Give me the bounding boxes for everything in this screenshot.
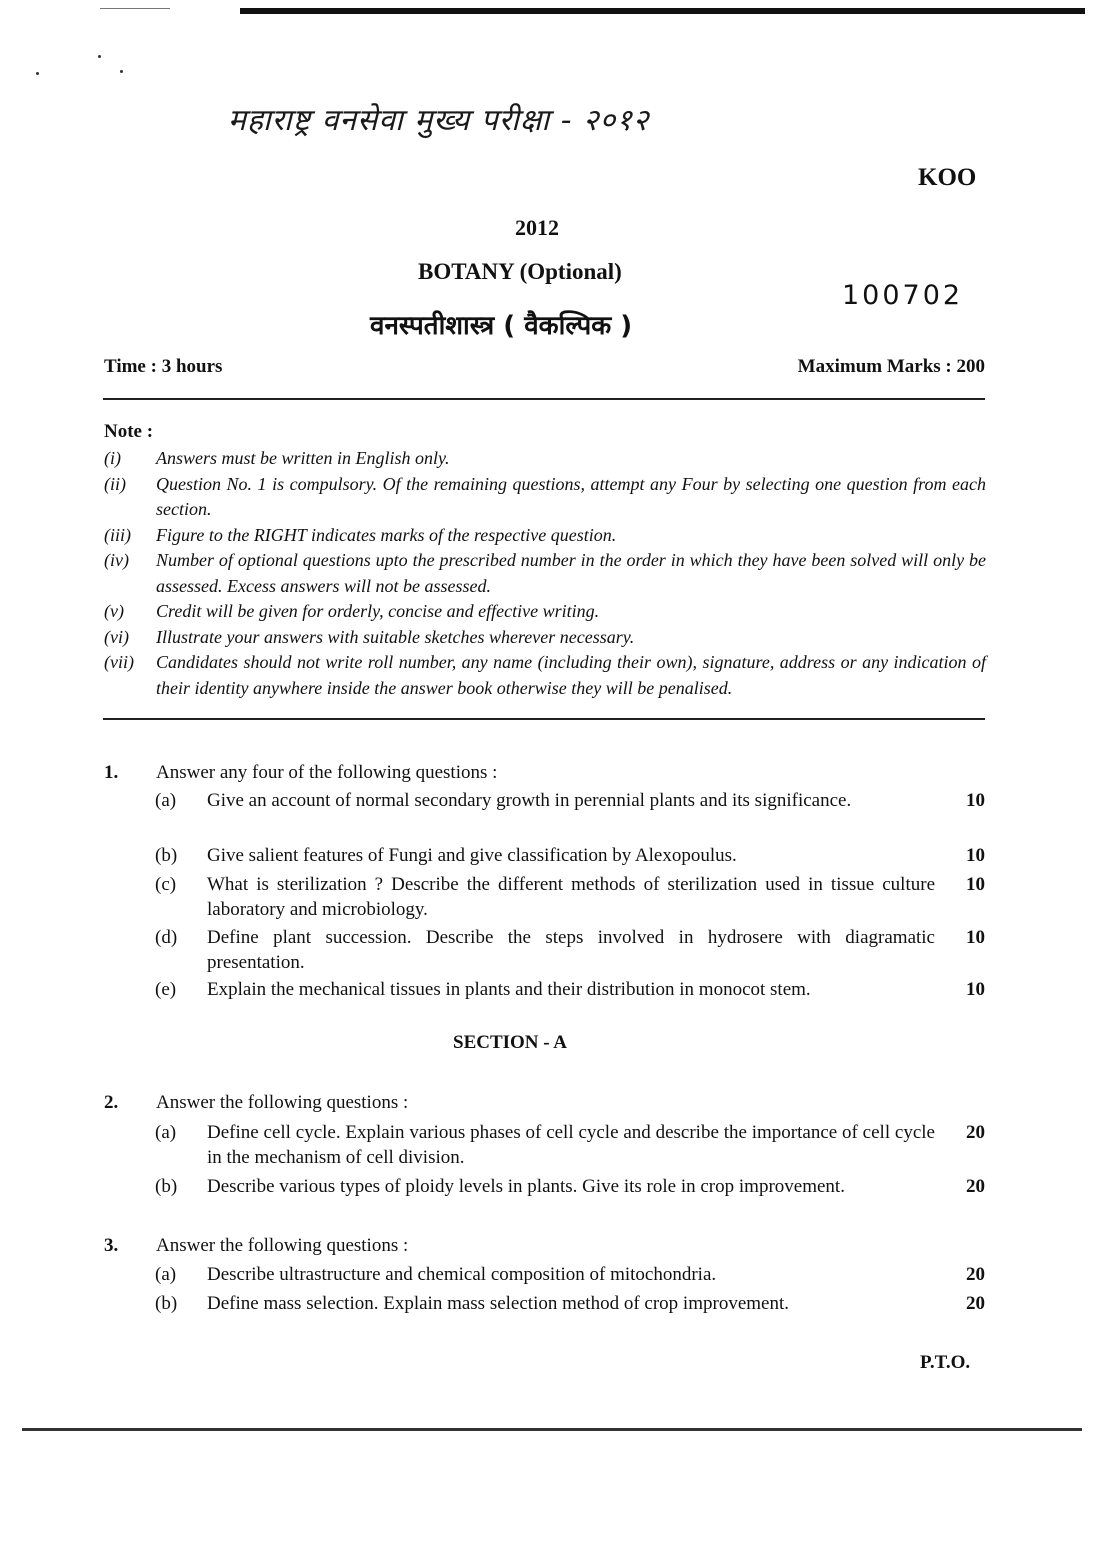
question-3b — [155, 1291, 985, 1316]
sub-question-label: (b) — [155, 845, 178, 866]
exam-year: 2012 — [515, 215, 559, 240]
sub-question-marks: 10 — [966, 790, 985, 811]
scan-speck — [98, 55, 101, 58]
divider — [103, 398, 985, 400]
paper-code: KOO — [918, 164, 977, 191]
subject-title-marathi: वनस्पतीशास्त्र ( वैकल्पिक ) — [370, 311, 633, 341]
question-2-header — [104, 1090, 408, 1115]
scan-speck — [120, 70, 123, 73]
note-item — [104, 625, 986, 651]
note-item — [104, 446, 986, 472]
section-heading: SECTION - A — [453, 1032, 568, 1053]
maximum-marks: Maximum Marks : 200 — [797, 356, 985, 377]
sub-question-text: Describe various types of ploidy levels in plants. Give its role in crop improvement. — [207, 1176, 845, 1197]
sub-question-label: (e) — [155, 979, 177, 1000]
question-2b — [155, 1174, 985, 1199]
note-item — [104, 523, 986, 549]
note-text: Number of optional questions upto the prescribed number in the order in which they have been solved will only be assessed. Excess answers will not be assessed. — [156, 550, 986, 596]
sub-question-label: (d) — [155, 927, 178, 948]
note-number: (ii) — [104, 473, 126, 494]
note-number: (vi) — [104, 626, 129, 647]
question-1c — [155, 872, 985, 922]
question-intro: Answer the following questions : — [156, 1092, 409, 1113]
sub-question-label: (b) — [155, 1176, 178, 1197]
note-text: Credit will be given for orderly, concise and effective writing. — [156, 601, 600, 621]
notes-list — [104, 446, 986, 701]
note-item — [104, 599, 986, 625]
sub-question-text: Define mass selection. Explain mass selection method of crop improvement. — [207, 1293, 789, 1314]
question-1a — [155, 788, 985, 813]
sub-question-label: (a) — [155, 1264, 177, 1285]
note-item — [104, 650, 986, 701]
scan-edge-line — [100, 8, 170, 9]
sub-question-text: Define plant succession. Describe the steps involved in hydrosere with diagramatic presentation. — [207, 927, 935, 973]
note-number: (iv) — [104, 550, 129, 570]
note-text: Question No. 1 is compulsory. Of the remaining questions, attempt any Four by selecting one question from each section. — [156, 473, 986, 519]
sub-question-label: (b) — [155, 1293, 178, 1314]
note-text: Candidates should not write roll number, any name (including their own), signature, address or any indication of their identity anywhere inside the answer book otherwise they will be penalised. — [156, 652, 986, 698]
sub-question-text: Define cell cycle. Explain various phases of cell cycle and describe the importance of cell cycle in the mechanism of cell division. — [207, 1122, 935, 1168]
question-1b — [155, 843, 985, 868]
scan-edge-line — [22, 1428, 1082, 1431]
sub-question-label: (a) — [155, 790, 177, 811]
sub-question-text: Describe ultrastructure and chemical composition of mitochondria. — [207, 1264, 717, 1285]
question-1-header — [104, 760, 497, 785]
question-3a — [155, 1262, 985, 1287]
question-3-header — [104, 1233, 408, 1258]
note-text: Illustrate your answers with suitable sketches wherever necessary. — [156, 626, 635, 647]
question-number: 3. — [104, 1235, 119, 1256]
sub-question-marks: 20 — [966, 1122, 985, 1143]
sub-question-marks: 20 — [966, 1176, 985, 1197]
please-turn-over: P.T.O. — [920, 1352, 971, 1373]
note-text: Figure to the RIGHT indicates marks of the respective question. — [156, 524, 617, 545]
time-allowed: Time : 3 hours — [104, 356, 223, 377]
note-item — [104, 548, 986, 599]
sub-question-marks: 10 — [966, 845, 985, 866]
handwritten-exam-title: महाराष्ट्र वनसेवा मुख्य परीक्षा - २०१२ — [228, 103, 650, 138]
scan-edge-line — [240, 8, 1085, 14]
subject-title: BOTANY (Optional) — [418, 259, 622, 284]
question-intro: Answer the following questions : — [156, 1235, 409, 1256]
sub-question-marks: 10 — [966, 979, 985, 1000]
scan-speck — [36, 72, 39, 75]
question-1e — [155, 977, 985, 1002]
question-number: 2. — [104, 1092, 119, 1113]
sub-question-marks: 10 — [966, 927, 985, 948]
question-intro: Answer any four of the following questions : — [156, 762, 498, 783]
sub-question-marks: 10 — [966, 874, 985, 895]
sub-question-text: Give salient features of Fungi and give classification by Alexopoulus. — [207, 845, 737, 866]
sub-question-label: (a) — [155, 1122, 177, 1143]
serial-number: 100702 — [842, 280, 964, 311]
note-heading: Note : — [104, 421, 154, 442]
sub-question-label: (c) — [155, 874, 177, 895]
note-number: (vii) — [104, 652, 134, 672]
sub-question-text: What is sterilization ? Describe the different methods of sterilization used in tissue culture laboratory and microbiology. — [207, 874, 935, 920]
sub-question-marks: 20 — [966, 1264, 985, 1285]
sub-question-text: Explain the mechanical tissues in plants and their distribution in monocot stem. — [207, 979, 811, 1000]
note-number: (i) — [104, 448, 121, 468]
question-2a — [155, 1120, 985, 1170]
sub-question-marks: 20 — [966, 1293, 985, 1314]
note-number: (iii) — [104, 524, 131, 545]
divider — [103, 718, 985, 720]
question-1d — [155, 925, 985, 975]
note-text: Answers must be written in English only. — [156, 448, 450, 468]
sub-question-text: Give an account of normal secondary growth in perennial plants and its significance. — [207, 790, 852, 811]
question-number: 1. — [104, 762, 119, 783]
note-number: (v) — [104, 601, 124, 621]
note-item — [104, 472, 986, 523]
